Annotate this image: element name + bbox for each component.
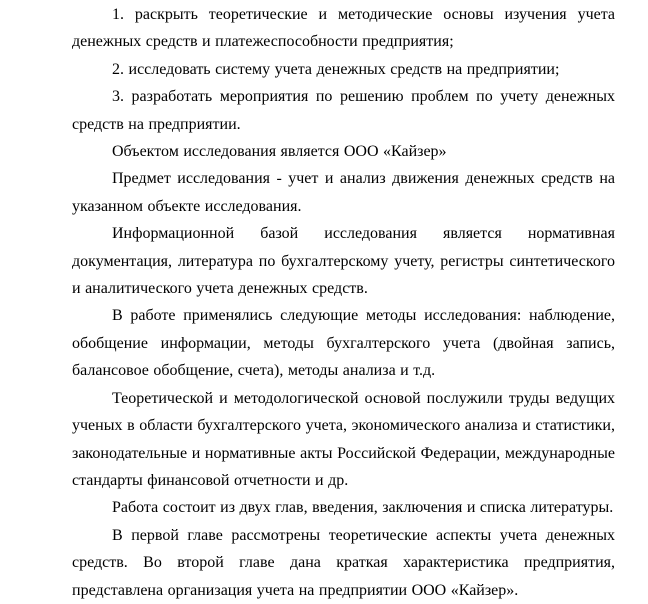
paragraph: Работа состоит из двух глав, введения, заключения и списка литературы. [112,499,614,517]
paragraph: В первой главе рассмотрены теоретические аспекты учета денежных средств. Во второй главе дана краткая характеристика предприятия, представлена организация учета на предприятии ООО «Кайзер». [72,526,615,599]
paragraph: Информационной базой исследования является нормативная документация, литература по бухгалтерскому учету, регистры синтетического и аналитического учета денежных средств. [72,225,615,298]
paragraph: 3. разработать мероприятия по решению проблем по учету денежных средств на предприятии. [72,88,615,133]
paragraph: Предмет исследования - учет и анализ движения денежных средств на указанном объекте исследования. [72,170,615,215]
paragraph: 1. раскрыть теоретические и методические основы изучения учета денежных средств и платежеспособности предприятия; [72,6,615,51]
paragraph: Объектом исследования является ООО «Кайзер» [112,143,447,161]
paragraph: Теоретической и методологической основой послужили труды ведущих ученых в области бухгалтерского учета, экономического анализа и статистики, законодательные и нормативные акты Российской Федерации, международные стандарты финансовой отчетности и др. [72,389,615,489]
document-text-body [72,1,615,604]
paragraph: 2. исследовать систему учета денежных средств на предприятии; [112,60,560,78]
paragraph: В работе применялись следующие методы исследования: наблюдение, обобщение информации, методы бухгалтерского учета (двойная запись, балансовое обобщение, счета), методы анализа и т.д. [72,307,615,380]
